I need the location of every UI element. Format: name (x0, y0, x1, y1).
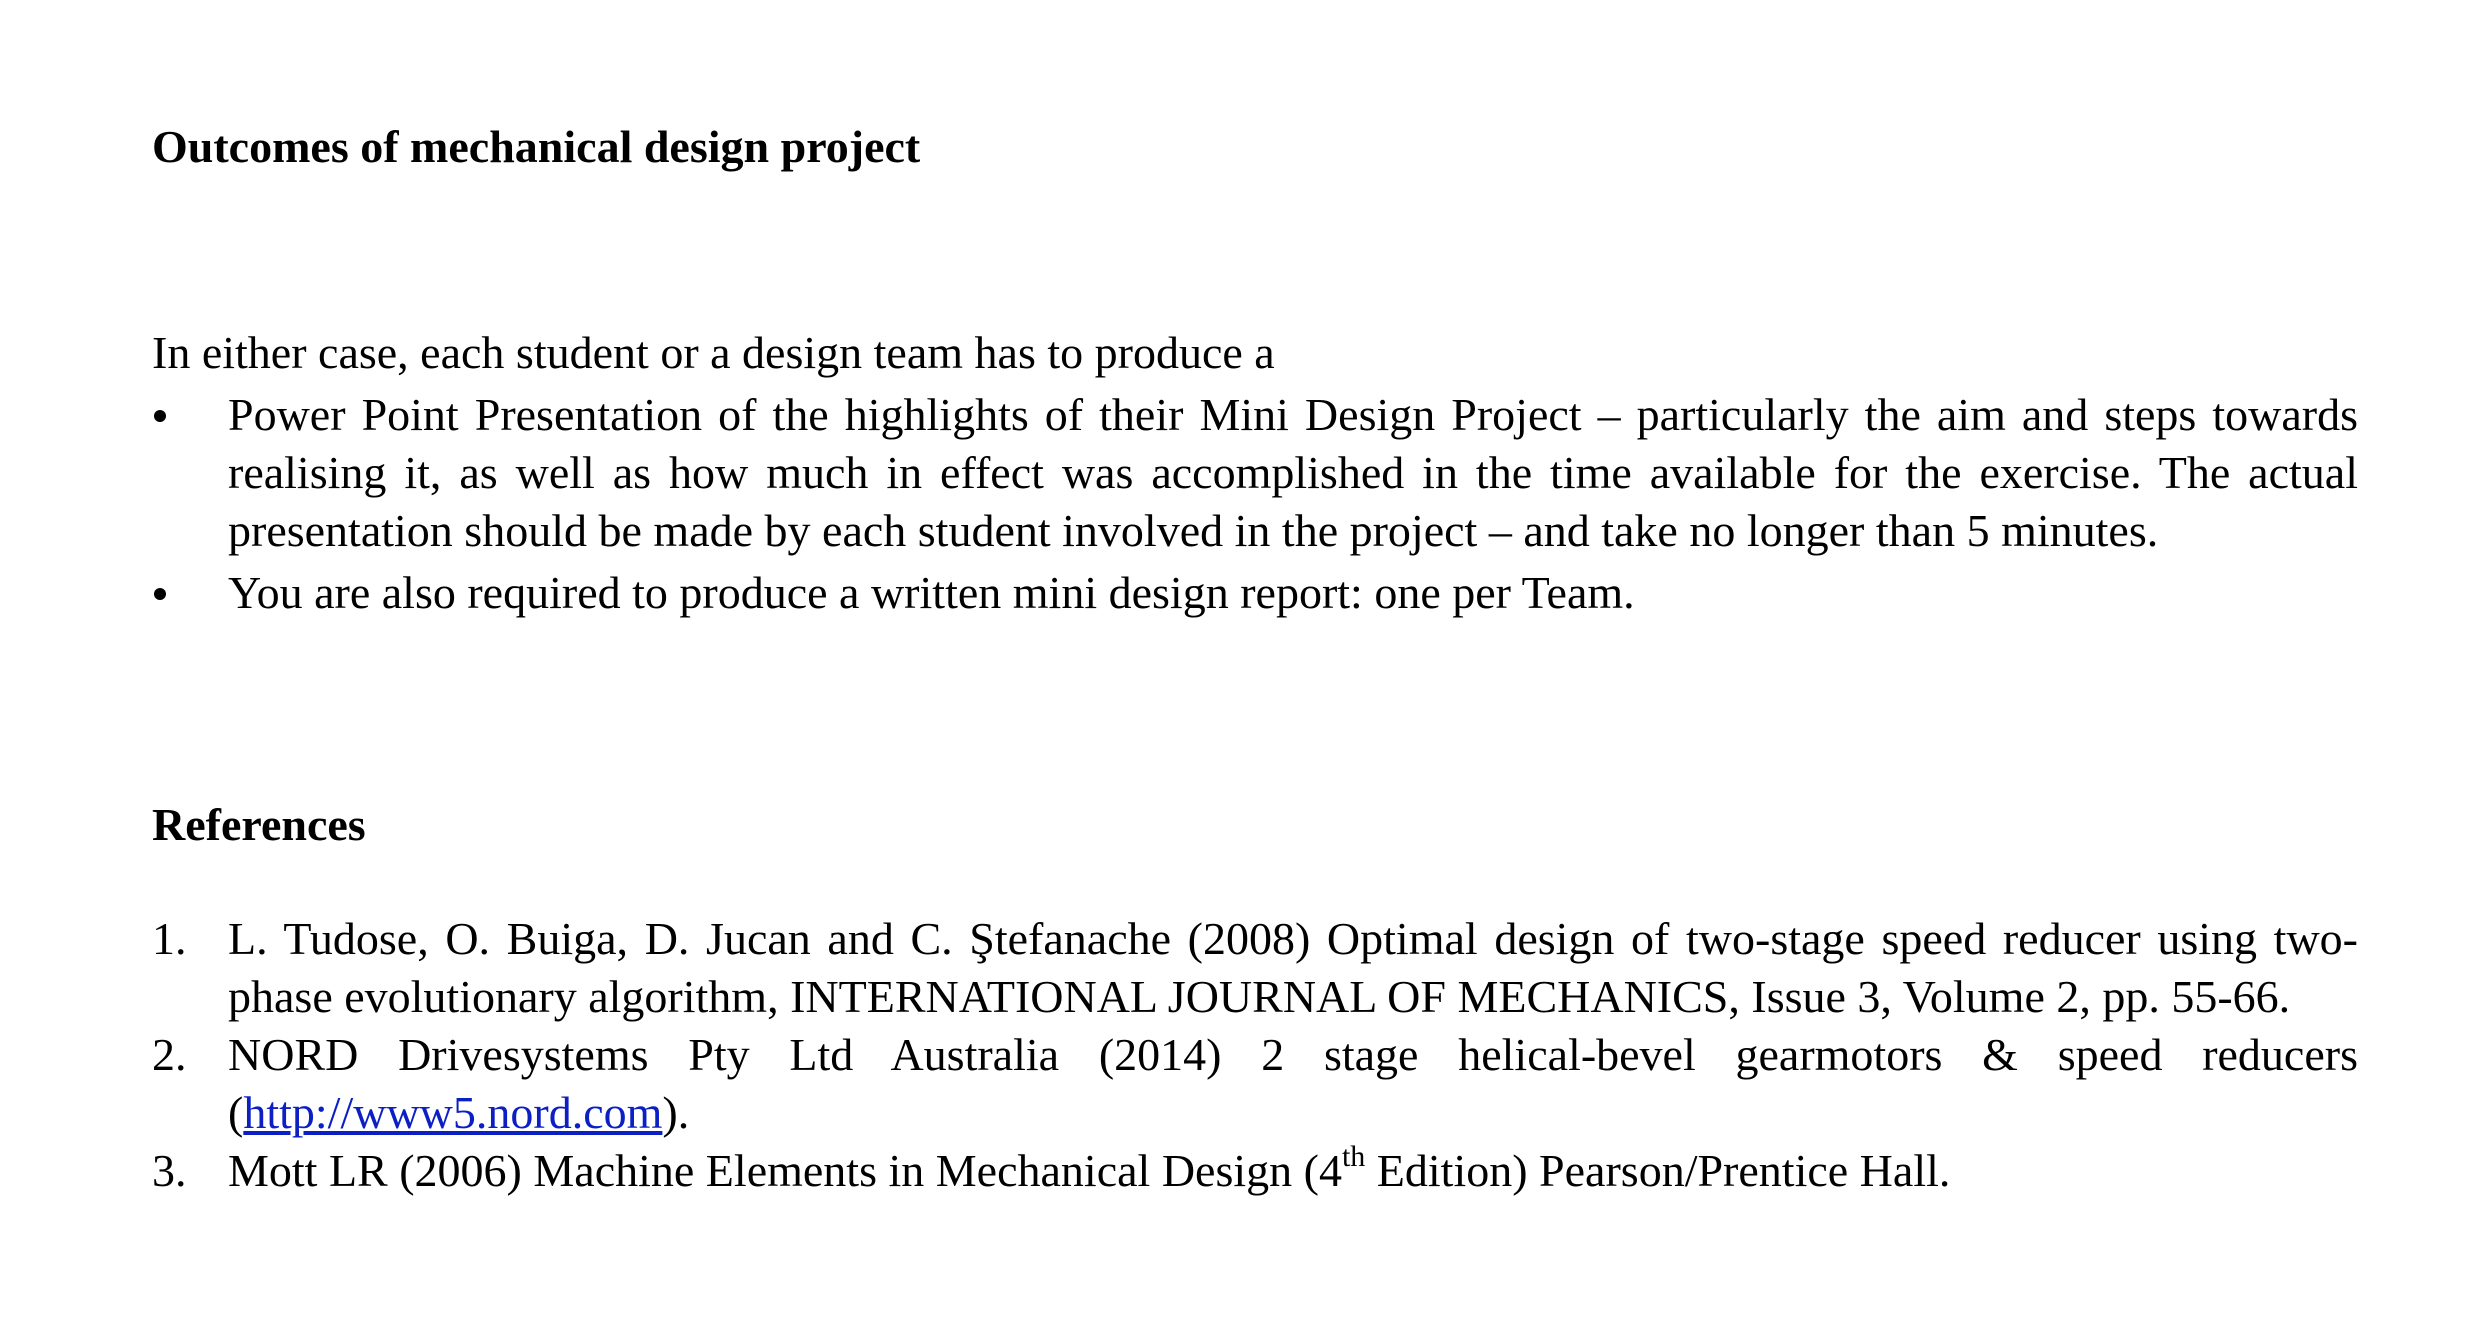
reference-text-before: NORD Drivesystems Pty Ltd Australia (2014) 2 stage helical-bevel gearmotors & speed reducers ( (228, 1029, 2358, 1138)
reference-text-after: ). (662, 1087, 690, 1138)
reference-text: L. Tudose, O. Buiga, D. Jucan and C. Ştefanache (2008) Optimal design of two-stage speed reducer using two-phase evolutionary algorithm, INTERNATIONAL JOURNAL OF MECHANICS, Issue 3, Volume 2, pp. 55-66. (228, 913, 2358, 1022)
list-item (152, 1026, 2358, 1142)
edition-superscript: th (1341, 1139, 1366, 1173)
bullet-text: You are also required to produce a written mini design report: one per Team. (228, 567, 1635, 618)
references-heading: References (152, 799, 366, 850)
references-list (152, 910, 2358, 1200)
outcomes-bullet-list (152, 386, 2358, 622)
bullet-text: Power Point Presentation of the highlights of their Mini Design Project – particularly the aim and steps towards realising it, as well as how much in effect was accomplished in the time available for the exercise. The actual presentation should be made by each student involved in the project – and take no longer than 5 minutes. (228, 389, 2358, 556)
outcomes-heading: Outcomes of mechanical design project (152, 121, 921, 172)
reference-number: 1. (152, 913, 187, 964)
outcomes-intro: In either case, each student or a design team has to produce a (152, 327, 1275, 378)
reference-text-after: Edition) Pearson/Prentice Hall. (1365, 1145, 1951, 1196)
nord-website-link[interactable]: http://www5.nord.com (243, 1087, 663, 1138)
reference-number: 3. (152, 1145, 187, 1196)
reference-text-before: Mott LR (2006) Machine Elements in Mechanical Design (4 (228, 1145, 1342, 1196)
list-item (152, 386, 2358, 560)
list-item (152, 910, 2358, 1026)
list-item (152, 1139, 2358, 1200)
list-item (152, 564, 2358, 622)
reference-number: 2. (152, 1029, 187, 1080)
